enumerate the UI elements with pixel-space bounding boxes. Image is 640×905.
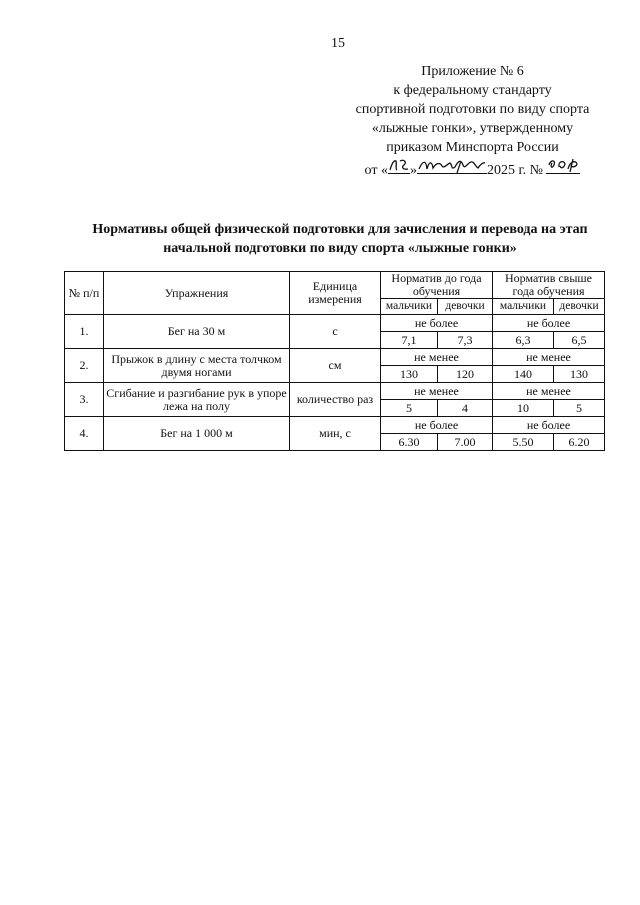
appendix-line: к федеральному стандарту [393, 83, 552, 98]
page-number: 15 [331, 36, 345, 51]
row-exercise: Сгибание и разгибание рук в упоре лежа на полу [104, 383, 290, 417]
header-boys: мальчики [493, 299, 554, 315]
header-row [65, 272, 605, 299]
value-girls-after: 6.20 [554, 434, 605, 451]
header-first-year: Норматив до года обучения [381, 272, 493, 299]
value-girls-first: 120 [438, 366, 493, 383]
appendix-date-line [330, 157, 615, 180]
row-condition: не более [381, 417, 493, 434]
header-girls: девочки [554, 299, 605, 315]
value-boys-after: 5.50 [493, 434, 554, 451]
value-girls-after: 6,5 [554, 332, 605, 349]
value-boys-first: 7,1 [381, 332, 438, 349]
value-boys-after: 10 [493, 400, 554, 417]
row-number: 1. [65, 315, 104, 349]
row-unit: количество раз [290, 383, 381, 417]
header-after-year: Норматив свыше года обучения [493, 272, 605, 299]
value-boys-first: 130 [381, 366, 438, 383]
header-unit: Единица измерения [290, 272, 381, 315]
norms-table [64, 271, 605, 451]
row-unit: см [290, 349, 381, 383]
header-num: № п/п [65, 272, 104, 315]
header-boys: мальчики [381, 299, 438, 315]
table-row [65, 417, 605, 434]
handwritten-month [417, 157, 487, 174]
row-unit: с [290, 315, 381, 349]
row-condition: не менее [381, 383, 493, 400]
value-girls-first: 7.00 [438, 434, 493, 451]
row-condition: не более [381, 315, 493, 332]
row-number: 4. [65, 417, 104, 451]
row-condition: не менее [381, 349, 493, 366]
value-girls-after: 5 [554, 400, 605, 417]
appendix-line: приказом Минспорта России [386, 140, 559, 155]
handwritten-order-number [546, 157, 580, 174]
row-exercise: Прыжок в длину с места толчком двумя ногами [104, 349, 290, 383]
row-number: 2. [65, 349, 104, 383]
date-prefix: от « [364, 163, 388, 178]
table-row [65, 383, 605, 400]
title-line: начальной подготовки по виду спорта «лыжные гонки» [163, 241, 517, 256]
row-condition: не менее [493, 349, 605, 366]
header-exercise: Упражнения [104, 272, 290, 315]
value-girls-first: 7,3 [438, 332, 493, 349]
row-exercise: Бег на 30 м [104, 315, 290, 349]
header-girls: девочки [438, 299, 493, 315]
handwritten-day [388, 157, 410, 174]
appendix-block [330, 62, 615, 180]
value-girls-after: 130 [554, 366, 605, 383]
value-boys-after: 140 [493, 366, 554, 383]
document-title [60, 220, 620, 258]
title-line: Нормативы общей физической подготовки для зачисления и перевода на этап [92, 222, 588, 237]
row-condition: не более [493, 315, 605, 332]
date-mid: » [409, 163, 417, 178]
row-condition: не менее [493, 383, 605, 400]
appendix-line: Приложение № 6 [421, 64, 524, 79]
appendix-line: «лыжные гонки», утвержденному [371, 121, 574, 136]
row-unit: мин, с [290, 417, 381, 451]
row-condition: не более [493, 417, 605, 434]
table-row [65, 315, 605, 332]
value-boys-first: 5 [381, 400, 438, 417]
value-girls-first: 4 [438, 400, 493, 417]
appendix-line: спортивной подготовки по виду спорта [355, 102, 590, 117]
value-boys-first: 6.30 [381, 434, 438, 451]
value-boys-after: 6,3 [493, 332, 554, 349]
row-exercise: Бег на 1 000 м [104, 417, 290, 451]
row-number: 3. [65, 383, 104, 417]
date-year: 2025 г. № [486, 163, 543, 178]
table-row [65, 349, 605, 366]
